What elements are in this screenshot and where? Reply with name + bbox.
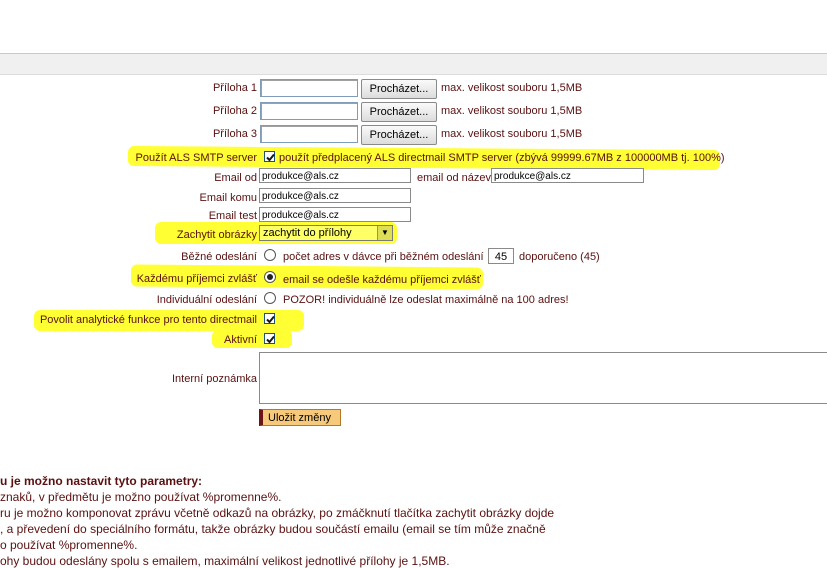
internal-note-textarea[interactable]	[259, 352, 827, 404]
checkmark-icon	[265, 314, 276, 325]
send-individual-text: POZOR! individuálně lze odeslat maximálně na 100 adres!	[283, 294, 569, 306]
save-button[interactable]: Uložit změny	[259, 409, 341, 426]
send-normal-text: počet adres v dávce při běžném odeslání	[283, 251, 484, 263]
smtp-label: Použít ALS SMTP server	[135, 152, 257, 164]
capture-images-label: Zachytit obrázky	[176, 229, 257, 241]
analytics-checkbox[interactable]	[264, 313, 275, 324]
help-line: znaků, v předmětu je možno používat %promenne%.	[0, 490, 282, 504]
checkmark-icon	[265, 334, 276, 345]
help-line: o používat %promenne%.	[0, 538, 138, 552]
send-individual-radio[interactable]	[264, 292, 276, 304]
send-each-text: email se odešle každému příjemci zvlášť	[283, 274, 481, 286]
help-line: ru je možno komponovat zprávu včetně odkazů na obrázky, po zmáčknutí tlačítka zachytit obrázky dojde	[0, 506, 555, 520]
email-from-name-input[interactable]: produkce@als.cz	[491, 168, 644, 183]
internal-note-label: Interní poznámka	[172, 373, 257, 385]
email-from-input[interactable]: produkce@als.cz	[259, 168, 411, 183]
attachment-1-label: Příloha 1	[212, 82, 257, 94]
attachment-3-hint: max. velikost souboru 1,5MB	[441, 128, 583, 140]
active-label: Aktivní	[223, 334, 257, 346]
email-from-name-label: email od název	[417, 172, 491, 184]
help-heading: u je možno nastavit tyto parametry:	[0, 474, 203, 488]
attachment-3-label: Příloha 3	[212, 128, 257, 140]
attachment-3-browse-button[interactable]: Procházet...	[361, 125, 437, 145]
capture-images-select[interactable]	[259, 225, 393, 241]
capture-images-value: zachytit do přílohy	[263, 227, 352, 239]
send-each-label: Každému příjemci zvlášť	[136, 273, 257, 285]
send-normal-recommended: doporučeno (45)	[519, 251, 600, 263]
send-normal-radio[interactable]	[264, 249, 276, 261]
attachment-2-hint: max. velikost souboru 1,5MB	[441, 105, 583, 117]
attachment-3-input[interactable]	[260, 125, 358, 143]
email-to-input[interactable]: produkce@als.cz	[259, 188, 411, 203]
analytics-label: Povolit analytické funkce pro tento directmail	[39, 314, 257, 326]
attachment-1-browse-button[interactable]: Procházet...	[361, 79, 437, 99]
top-toolbar-strip	[0, 53, 827, 75]
chevron-down-icon[interactable]: ▼	[377, 226, 392, 240]
batch-size-input[interactable]: 45	[488, 248, 514, 264]
attachment-2-label: Příloha 2	[212, 105, 257, 117]
email-test-input[interactable]: produkce@als.cz	[259, 207, 411, 222]
smtp-description: použít předplacený ALS directmail SMTP server (zbývá 99999.67MB z 100000MB tj. 100%)	[279, 152, 725, 164]
attachment-1-hint: max. velikost souboru 1,5MB	[441, 82, 583, 94]
email-to-label: Email komu	[199, 192, 257, 204]
email-test-label: Email test	[208, 210, 257, 222]
help-line: , a převedení do speciálního formátu, takže obrázky budou součástí emailu (email se tím může značně	[0, 522, 546, 536]
send-normal-label: Běžné odeslání	[181, 251, 257, 263]
attachment-2-browse-button[interactable]: Procházet...	[361, 102, 437, 122]
help-line: ohy budou odeslány spolu s emailem, maximální velikost jednotlivé přílohy je 1,5MB.	[0, 554, 450, 568]
checkmark-icon	[265, 152, 276, 163]
send-each-radio[interactable]	[264, 271, 276, 283]
email-from-label: Email od	[214, 172, 257, 184]
attachment-1-input[interactable]	[260, 79, 358, 97]
send-individual-label: Individuální odeslání	[156, 294, 257, 306]
active-checkbox[interactable]	[264, 333, 275, 344]
attachment-2-input[interactable]	[260, 102, 358, 120]
smtp-checkbox[interactable]	[264, 151, 275, 162]
